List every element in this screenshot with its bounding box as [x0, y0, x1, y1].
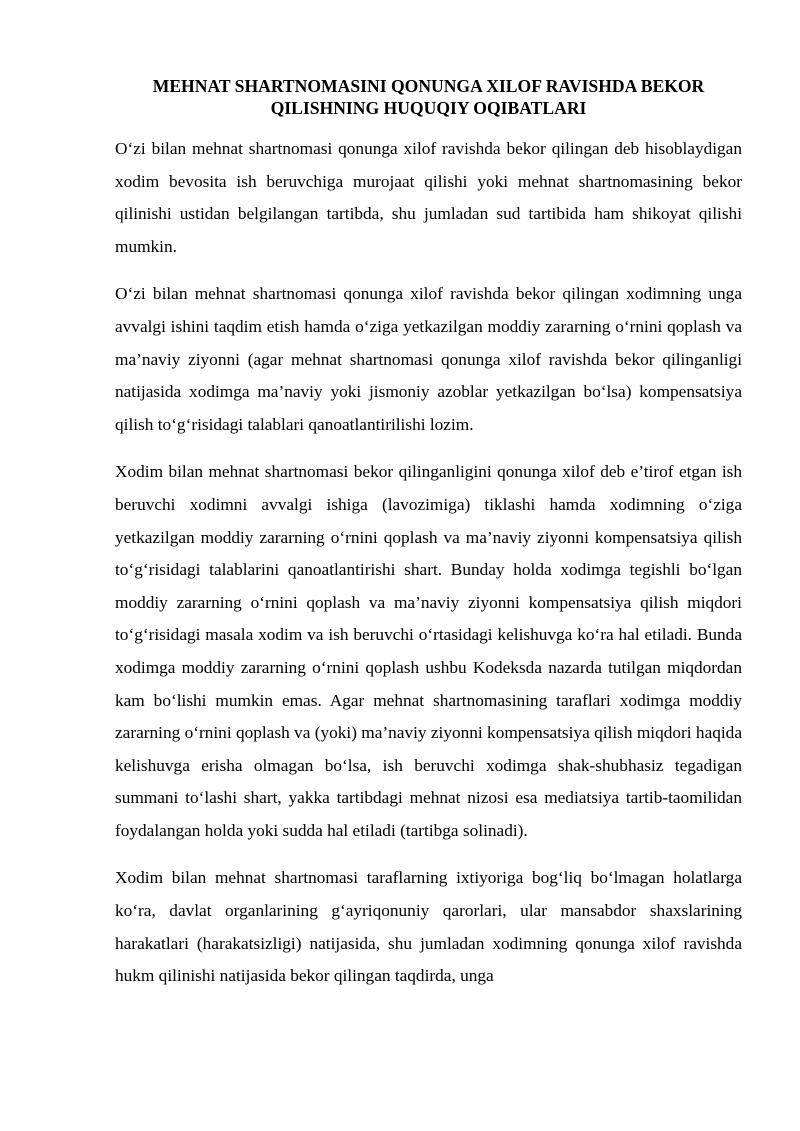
- document-title: [115, 75, 742, 119]
- document-title-line-1: MEHNAT SHARTNOMASINI QONUNGA XILOF RAVISHDA BEKOR: [152, 76, 705, 96]
- paragraph-1: O‘zi bilan mehnat shartnomasi qonunga xilof ravishda bekor qilingan deb hisoblaydigan xodim bevosita ish beruvchiga murojaat qilishi yoki mehnat shartnomasining bekor qilinishi ustidan belgilangan tartibda, shu jumladan sud tartibida ham shikoyat qilishi mumkin.: [115, 139, 742, 256]
- paragraph-4: Xodim bilan mehnat shartnomasi taraflarning ixtiyoriga bog‘liq bo‘lmagan holatlarga ko‘ra, davlat organlarining g‘ayriqonuniy qarorlari, ular mansabdor shaxslarining harakatlari (harakatsizligi) natijasida, shu jumladan xodimning qonunga xilof ravishda hukm qilinishi natijasida bekor qilingan taqdirda, unga: [115, 868, 742, 986]
- document-page: [115, 75, 742, 1008]
- paragraph-2: O‘zi bilan mehnat shartnomasi qonunga xilof ravishda bekor qilingan xodimning unga avvalgi ishini taqdim etish hamda o‘ziga yetkazilgan moddiy zararning o‘rnini qoplash va ma’naviy ziyonni (agar mehnat shartnomasi qonunga xilof ravishda bekor qilinganligi natijasida xodimga ma’naviy yoki jismoniy azoblar yetkazilgan bo‘lsa) kompensatsiya qilish to‘g‘risidagi talablari qanoatlantirilishi lozim.: [115, 284, 742, 434]
- document-title-line-2: QILISHNING HUQUQIY OQIBATLARI: [270, 98, 587, 118]
- paragraph-3: Xodim bilan mehnat shartnomasi bekor qilinganligini qonunga xilof deb e’tirof etgan ish beruvchi xodimni avvalgi ishiga (lavozimiga) tiklashi hamda xodimning o‘ziga yetkazilgan moddiy zararning o‘rnini qoplash va ma’naviy ziyonni kompensatsiya qilish to‘g‘risidagi talablarini qanoatlantirishi shart. Bunday holda xodimga tegishli bo‘lgan moddiy zararning o‘rnini qoplash va ma’naviy ziyonni kompensatsiya qilish miqdori to‘g‘risidagi masala xodim va ish beruvchi o‘rtasidagi kelishuvga ko‘ra hal etiladi. Bunda xodimga moddiy zararning o‘rnini qoplash ushbu Kodeksda nazarda tutilgan miqdordan kam bo‘lishi mumkin emas. Agar mehnat shartnomasining taraflari xodimga moddiy zararning o‘rnini qoplash va (yoki) ma’naviy ziyonni kompensatsiya qilish miqdori haqida kelishuvga erisha olmagan bo‘lsa, ish beruvchi xodimga shak-shubhasiz tegadigan summani to‘lashi shart, yakka tartibdagi mehnat nizosi esa mediatsiya tartib-taomilidan foydalangan holda yoki sudda hal etiladi (tartibga solinadi).: [115, 462, 742, 840]
